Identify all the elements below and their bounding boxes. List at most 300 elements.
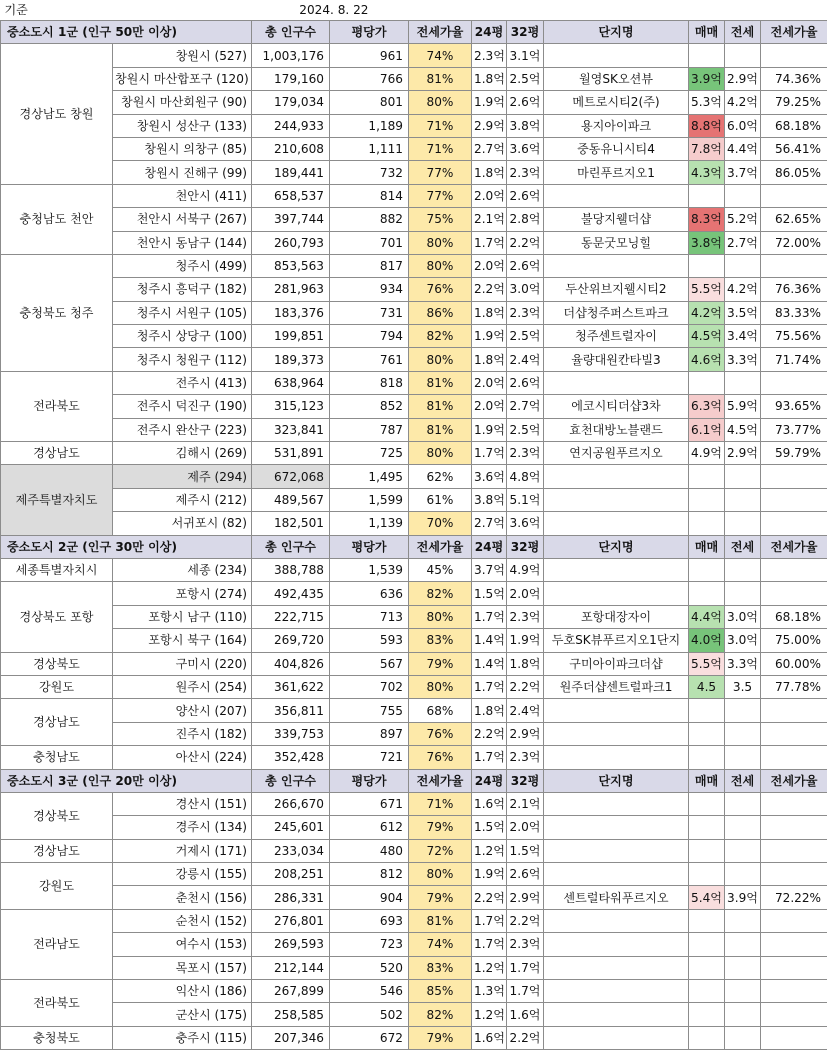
- region-cell[interactable]: 충청남도: [1, 746, 113, 769]
- population-cell[interactable]: 258,585: [252, 1003, 330, 1026]
- complex-ratio-cell[interactable]: 75.56%: [761, 325, 827, 348]
- sale-cell[interactable]: [689, 956, 725, 979]
- population-cell[interactable]: 266,670: [252, 792, 330, 815]
- population-cell[interactable]: 199,851: [252, 325, 330, 348]
- complex-cell[interactable]: [544, 699, 689, 722]
- price-32-cell[interactable]: 1.6억: [507, 1003, 544, 1026]
- price-cell[interactable]: 567: [330, 652, 409, 675]
- complex-cell[interactable]: [544, 909, 689, 932]
- complex-cell[interactable]: 마린푸르지오1: [544, 161, 689, 184]
- price-cell[interactable]: 761: [330, 348, 409, 371]
- price-24-cell[interactable]: 2.2억: [472, 722, 507, 745]
- jeonse-ratio-cell[interactable]: 82%: [409, 582, 472, 605]
- sale-cell[interactable]: [689, 254, 725, 277]
- price-cell[interactable]: 1,599: [330, 488, 409, 511]
- population-cell[interactable]: 638,964: [252, 371, 330, 394]
- complex-ratio-cell[interactable]: [761, 1026, 827, 1049]
- city-cell[interactable]: 청주시 (499): [113, 254, 252, 277]
- complex-cell[interactable]: 더샵청주퍼스트파크: [544, 301, 689, 324]
- city-cell[interactable]: 진주시 (182): [113, 722, 252, 745]
- complex-ratio-cell[interactable]: [761, 371, 827, 394]
- region-cell[interactable]: 경상북도: [1, 652, 113, 675]
- population-cell[interactable]: 269,593: [252, 933, 330, 956]
- jeonse-cell[interactable]: 2.7억: [725, 231, 761, 254]
- price-cell[interactable]: 721: [330, 746, 409, 769]
- region-cell[interactable]: 경상남도: [1, 839, 113, 862]
- population-cell[interactable]: 207,346: [252, 1026, 330, 1049]
- complex-cell[interactable]: 월영SK오션뷰: [544, 67, 689, 90]
- jeonse-cell[interactable]: [725, 933, 761, 956]
- price-24-cell[interactable]: 1.2억: [472, 1003, 507, 1026]
- sale-cell[interactable]: 4.0억: [689, 629, 725, 652]
- jeonse-ratio-cell[interactable]: 76%: [409, 722, 472, 745]
- price-24-cell[interactable]: 2.7억: [472, 512, 507, 535]
- sale-cell[interactable]: [689, 839, 725, 862]
- population-cell[interactable]: 189,373: [252, 348, 330, 371]
- sale-cell[interactable]: 3.9억: [689, 67, 725, 90]
- complex-ratio-cell[interactable]: 74.36%: [761, 67, 827, 90]
- price-24-cell[interactable]: 1.6억: [472, 1026, 507, 1049]
- complex-cell[interactable]: [544, 558, 689, 581]
- price-24-cell[interactable]: 1.7억: [472, 933, 507, 956]
- sale-cell[interactable]: 4.6억: [689, 348, 725, 371]
- complex-ratio-cell[interactable]: [761, 909, 827, 932]
- price-cell[interactable]: 723: [330, 933, 409, 956]
- price-24-cell[interactable]: 1.4억: [472, 652, 507, 675]
- price-cell[interactable]: 671: [330, 792, 409, 815]
- population-cell[interactable]: 179,160: [252, 67, 330, 90]
- population-cell[interactable]: 244,933: [252, 114, 330, 137]
- city-cell[interactable]: 충주시 (115): [113, 1026, 252, 1049]
- population-cell[interactable]: 339,753: [252, 722, 330, 745]
- price-32-cell[interactable]: 2.9억: [507, 886, 544, 909]
- city-cell[interactable]: 청주시 청원구 (112): [113, 348, 252, 371]
- population-cell[interactable]: 356,811: [252, 699, 330, 722]
- complex-cell[interactable]: 불당지웰더샵: [544, 208, 689, 231]
- complex-ratio-cell[interactable]: [761, 722, 827, 745]
- population-cell[interactable]: 315,123: [252, 395, 330, 418]
- sale-cell[interactable]: [689, 816, 725, 839]
- sale-cell[interactable]: [689, 582, 725, 605]
- population-cell[interactable]: 233,034: [252, 839, 330, 862]
- population-cell[interactable]: 208,251: [252, 863, 330, 886]
- complex-ratio-cell[interactable]: 76.36%: [761, 278, 827, 301]
- price-24-cell[interactable]: 2.9억: [472, 114, 507, 137]
- population-cell[interactable]: 269,720: [252, 629, 330, 652]
- price-24-cell[interactable]: 2.0억: [472, 254, 507, 277]
- city-cell[interactable]: 익산시 (186): [113, 980, 252, 1003]
- price-cell[interactable]: 755: [330, 699, 409, 722]
- population-cell[interactable]: 1,003,176: [252, 44, 330, 67]
- price-cell[interactable]: 934: [330, 278, 409, 301]
- jeonse-cell[interactable]: 3.0억: [725, 629, 761, 652]
- price-24-cell[interactable]: 1.4억: [472, 629, 507, 652]
- jeonse-ratio-cell[interactable]: 79%: [409, 816, 472, 839]
- price-cell[interactable]: 731: [330, 301, 409, 324]
- city-cell[interactable]: 창원시 마산합포구 (120): [113, 67, 252, 90]
- jeonse-cell[interactable]: [725, 371, 761, 394]
- price-cell[interactable]: 502: [330, 1003, 409, 1026]
- price-32-cell[interactable]: 3.6억: [507, 512, 544, 535]
- price-32-cell[interactable]: 2.5억: [507, 67, 544, 90]
- city-cell[interactable]: 춘천시 (156): [113, 886, 252, 909]
- price-cell[interactable]: 701: [330, 231, 409, 254]
- sale-cell[interactable]: [689, 558, 725, 581]
- price-cell[interactable]: 702: [330, 675, 409, 698]
- price-cell[interactable]: 882: [330, 208, 409, 231]
- price-24-cell[interactable]: 1.8억: [472, 67, 507, 90]
- population-cell[interactable]: 397,744: [252, 208, 330, 231]
- complex-cell[interactable]: [544, 465, 689, 488]
- price-32-cell[interactable]: 2.2억: [507, 1026, 544, 1049]
- sale-cell[interactable]: [689, 512, 725, 535]
- city-cell[interactable]: 군산시 (175): [113, 1003, 252, 1026]
- complex-cell[interactable]: [544, 746, 689, 769]
- jeonse-cell[interactable]: 3.0억: [725, 605, 761, 628]
- price-24-cell[interactable]: 1.9억: [472, 325, 507, 348]
- price-cell[interactable]: 1,111: [330, 137, 409, 160]
- complex-ratio-cell[interactable]: [761, 956, 827, 979]
- price-cell[interactable]: 520: [330, 956, 409, 979]
- price-cell[interactable]: 814: [330, 184, 409, 207]
- population-cell[interactable]: 388,788: [252, 558, 330, 581]
- price-cell[interactable]: 693: [330, 909, 409, 932]
- complex-cell[interactable]: [544, 792, 689, 815]
- jeonse-ratio-cell[interactable]: 83%: [409, 629, 472, 652]
- sale-cell[interactable]: 5.3억: [689, 91, 725, 114]
- jeonse-cell[interactable]: 3.3억: [725, 652, 761, 675]
- price-24-cell[interactable]: 1.7억: [472, 746, 507, 769]
- price-24-cell[interactable]: 2.2억: [472, 278, 507, 301]
- complex-cell[interactable]: 용지아이파크: [544, 114, 689, 137]
- region-cell[interactable]: 경상남도: [1, 442, 113, 465]
- jeonse-ratio-cell[interactable]: 81%: [409, 909, 472, 932]
- jeonse-cell[interactable]: [725, 980, 761, 1003]
- price-cell[interactable]: 636: [330, 582, 409, 605]
- complex-ratio-cell[interactable]: [761, 863, 827, 886]
- price-cell[interactable]: 672: [330, 1026, 409, 1049]
- price-32-cell[interactable]: 2.3억: [507, 933, 544, 956]
- price-32-cell[interactable]: 2.6억: [507, 184, 544, 207]
- jeonse-cell[interactable]: [725, 582, 761, 605]
- jeonse-ratio-cell[interactable]: 77%: [409, 184, 472, 207]
- price-32-cell[interactable]: 2.5억: [507, 418, 544, 441]
- complex-ratio-cell[interactable]: 75.00%: [761, 629, 827, 652]
- price-24-cell[interactable]: 1.8억: [472, 699, 507, 722]
- complex-cell[interactable]: 센트럴타워푸르지오: [544, 886, 689, 909]
- region-cell[interactable]: 전라남도: [1, 909, 113, 979]
- jeonse-ratio-cell[interactable]: 81%: [409, 67, 472, 90]
- complex-cell[interactable]: 연지공원푸르지오: [544, 442, 689, 465]
- price-32-cell[interactable]: 3.0억: [507, 278, 544, 301]
- price-32-cell[interactable]: 2.3억: [507, 746, 544, 769]
- complex-ratio-cell[interactable]: [761, 254, 827, 277]
- complex-ratio-cell[interactable]: [761, 699, 827, 722]
- jeonse-ratio-cell[interactable]: 83%: [409, 956, 472, 979]
- jeonse-ratio-cell[interactable]: 61%: [409, 488, 472, 511]
- jeonse-cell[interactable]: [725, 746, 761, 769]
- price-24-cell[interactable]: 1.2억: [472, 956, 507, 979]
- city-cell[interactable]: 창원시 의창구 (85): [113, 137, 252, 160]
- jeonse-cell[interactable]: 3.3억: [725, 348, 761, 371]
- population-cell[interactable]: 183,376: [252, 301, 330, 324]
- price-cell[interactable]: 1,189: [330, 114, 409, 137]
- price-32-cell[interactable]: 2.3억: [507, 605, 544, 628]
- sale-cell[interactable]: [689, 465, 725, 488]
- complex-cell[interactable]: [544, 582, 689, 605]
- price-24-cell[interactable]: 2.1억: [472, 208, 507, 231]
- complex-ratio-cell[interactable]: [761, 488, 827, 511]
- jeonse-ratio-cell[interactable]: 70%: [409, 512, 472, 535]
- population-cell[interactable]: 489,567: [252, 488, 330, 511]
- complex-ratio-cell[interactable]: 62.65%: [761, 208, 827, 231]
- jeonse-cell[interactable]: [725, 512, 761, 535]
- region-cell[interactable]: 충청남도 천안: [1, 184, 113, 254]
- price-32-cell[interactable]: 1.5억: [507, 839, 544, 862]
- complex-ratio-cell[interactable]: [761, 980, 827, 1003]
- region-cell[interactable]: 경상남도: [1, 699, 113, 746]
- complex-ratio-cell[interactable]: [761, 184, 827, 207]
- city-cell[interactable]: 창원시 (527): [113, 44, 252, 67]
- jeonse-cell[interactable]: 5.2억: [725, 208, 761, 231]
- city-cell[interactable]: 양산시 (207): [113, 699, 252, 722]
- jeonse-ratio-cell[interactable]: 81%: [409, 371, 472, 394]
- complex-cell[interactable]: 구미아이파크더샵: [544, 652, 689, 675]
- complex-ratio-cell[interactable]: 72.22%: [761, 886, 827, 909]
- population-cell[interactable]: 210,608: [252, 137, 330, 160]
- city-cell[interactable]: 김해시 (269): [113, 442, 252, 465]
- population-cell[interactable]: 492,435: [252, 582, 330, 605]
- sale-cell[interactable]: [689, 371, 725, 394]
- jeonse-ratio-cell[interactable]: 80%: [409, 254, 472, 277]
- complex-ratio-cell[interactable]: 86.05%: [761, 161, 827, 184]
- sale-cell[interactable]: [689, 44, 725, 67]
- sale-cell[interactable]: 4.9억: [689, 442, 725, 465]
- complex-cell[interactable]: 청주센트럴자이: [544, 325, 689, 348]
- price-cell[interactable]: 593: [330, 629, 409, 652]
- jeonse-cell[interactable]: [725, 792, 761, 815]
- jeonse-cell[interactable]: 3.7억: [725, 161, 761, 184]
- sale-cell[interactable]: 6.3억: [689, 395, 725, 418]
- price-32-cell[interactable]: 2.1억: [507, 792, 544, 815]
- population-cell[interactable]: 222,715: [252, 605, 330, 628]
- complex-ratio-cell[interactable]: [761, 816, 827, 839]
- city-cell[interactable]: 전주시 덕진구 (190): [113, 395, 252, 418]
- complex-ratio-cell[interactable]: 93.65%: [761, 395, 827, 418]
- jeonse-cell[interactable]: [725, 722, 761, 745]
- complex-cell[interactable]: [544, 512, 689, 535]
- population-cell[interactable]: 245,601: [252, 816, 330, 839]
- price-32-cell[interactable]: 1.7억: [507, 980, 544, 1003]
- jeonse-ratio-cell[interactable]: 62%: [409, 465, 472, 488]
- city-cell[interactable]: 아산시 (224): [113, 746, 252, 769]
- population-cell[interactable]: 189,441: [252, 161, 330, 184]
- price-32-cell[interactable]: 2.3억: [507, 301, 544, 324]
- sale-cell[interactable]: [689, 909, 725, 932]
- jeonse-cell[interactable]: [725, 956, 761, 979]
- jeonse-ratio-cell[interactable]: 45%: [409, 558, 472, 581]
- jeonse-cell[interactable]: 2.9억: [725, 442, 761, 465]
- complex-ratio-cell[interactable]: [761, 1003, 827, 1026]
- jeonse-cell[interactable]: [725, 1003, 761, 1026]
- price-24-cell[interactable]: 2.0억: [472, 184, 507, 207]
- price-32-cell[interactable]: 3.8억: [507, 114, 544, 137]
- price-cell[interactable]: 725: [330, 442, 409, 465]
- city-cell[interactable]: 구미시 (220): [113, 652, 252, 675]
- price-24-cell[interactable]: 1.6억: [472, 792, 507, 815]
- sale-cell[interactable]: [689, 863, 725, 886]
- sale-cell[interactable]: [689, 488, 725, 511]
- price-32-cell[interactable]: 1.8억: [507, 652, 544, 675]
- complex-cell[interactable]: 동문굿모닝힐: [544, 231, 689, 254]
- price-cell[interactable]: 787: [330, 418, 409, 441]
- sale-cell[interactable]: 4.3억: [689, 161, 725, 184]
- price-32-cell[interactable]: 1.7억: [507, 956, 544, 979]
- jeonse-cell[interactable]: 4.2억: [725, 91, 761, 114]
- population-cell[interactable]: 352,428: [252, 746, 330, 769]
- price-32-cell[interactable]: 2.6억: [507, 254, 544, 277]
- price-24-cell[interactable]: 3.7억: [472, 558, 507, 581]
- price-24-cell[interactable]: 1.7억: [472, 442, 507, 465]
- sale-cell[interactable]: [689, 1003, 725, 1026]
- price-24-cell[interactable]: 1.8억: [472, 161, 507, 184]
- city-cell[interactable]: 세종 (234): [113, 558, 252, 581]
- city-cell[interactable]: 포항시 (274): [113, 582, 252, 605]
- complex-cell[interactable]: 포항대장자이: [544, 605, 689, 628]
- region-cell[interactable]: 충청북도: [1, 1026, 113, 1049]
- jeonse-cell[interactable]: 3.5억: [725, 301, 761, 324]
- price-24-cell[interactable]: 1.8억: [472, 301, 507, 324]
- complex-cell[interactable]: [544, 254, 689, 277]
- price-24-cell[interactable]: 1.9억: [472, 418, 507, 441]
- population-cell[interactable]: 531,891: [252, 442, 330, 465]
- city-cell[interactable]: 천안시 동남구 (144): [113, 231, 252, 254]
- complex-cell[interactable]: [544, 933, 689, 956]
- complex-cell[interactable]: 메트로시티2(주): [544, 91, 689, 114]
- jeonse-ratio-cell[interactable]: 77%: [409, 161, 472, 184]
- complex-ratio-cell[interactable]: 68.18%: [761, 114, 827, 137]
- price-32-cell[interactable]: 3.1억: [507, 44, 544, 67]
- price-cell[interactable]: 732: [330, 161, 409, 184]
- price-32-cell[interactable]: 2.5억: [507, 325, 544, 348]
- price-32-cell[interactable]: 2.6억: [507, 371, 544, 394]
- city-cell[interactable]: 포항시 남구 (110): [113, 605, 252, 628]
- sale-cell[interactable]: 7.8억: [689, 137, 725, 160]
- complex-ratio-cell[interactable]: [761, 839, 827, 862]
- jeonse-ratio-cell[interactable]: 80%: [409, 863, 472, 886]
- region-cell[interactable]: 경상북도: [1, 792, 113, 839]
- sale-cell[interactable]: [689, 722, 725, 745]
- sale-cell[interactable]: [689, 699, 725, 722]
- price-cell[interactable]: 961: [330, 44, 409, 67]
- sale-cell[interactable]: 4.5억: [689, 325, 725, 348]
- population-cell[interactable]: 286,331: [252, 886, 330, 909]
- population-cell[interactable]: 323,841: [252, 418, 330, 441]
- sale-cell[interactable]: [689, 1026, 725, 1049]
- jeonse-ratio-cell[interactable]: 80%: [409, 675, 472, 698]
- price-32-cell[interactable]: 5.1억: [507, 488, 544, 511]
- complex-ratio-cell[interactable]: 71.74%: [761, 348, 827, 371]
- sale-cell[interactable]: 4.5: [689, 675, 725, 698]
- price-32-cell[interactable]: 2.4억: [507, 699, 544, 722]
- jeonse-cell[interactable]: 6.0억: [725, 114, 761, 137]
- complex-ratio-cell[interactable]: 79.25%: [761, 91, 827, 114]
- complex-cell[interactable]: [544, 1003, 689, 1026]
- price-32-cell[interactable]: 2.3억: [507, 442, 544, 465]
- jeonse-ratio-cell[interactable]: 76%: [409, 746, 472, 769]
- population-cell[interactable]: 276,801: [252, 909, 330, 932]
- sale-cell[interactable]: 6.1억: [689, 418, 725, 441]
- price-24-cell[interactable]: 1.5억: [472, 816, 507, 839]
- sale-cell[interactable]: [689, 746, 725, 769]
- complex-cell[interactable]: [544, 44, 689, 67]
- price-24-cell[interactable]: 2.0억: [472, 395, 507, 418]
- jeonse-ratio-cell[interactable]: 71%: [409, 137, 472, 160]
- jeonse-cell[interactable]: [725, 839, 761, 862]
- price-cell[interactable]: 766: [330, 67, 409, 90]
- population-cell[interactable]: 267,899: [252, 980, 330, 1003]
- price-24-cell[interactable]: 2.0억: [472, 371, 507, 394]
- city-cell[interactable]: 창원시 진해구 (99): [113, 161, 252, 184]
- city-cell[interactable]: 순천시 (152): [113, 909, 252, 932]
- complex-ratio-cell[interactable]: [761, 558, 827, 581]
- city-cell[interactable]: 제주시 (212): [113, 488, 252, 511]
- population-cell[interactable]: 361,622: [252, 675, 330, 698]
- price-24-cell[interactable]: 1.2억: [472, 839, 507, 862]
- complex-cell[interactable]: [544, 863, 689, 886]
- population-cell[interactable]: 853,563: [252, 254, 330, 277]
- complex-ratio-cell[interactable]: [761, 44, 827, 67]
- city-cell[interactable]: 원주시 (254): [113, 675, 252, 698]
- city-cell[interactable]: 거제시 (171): [113, 839, 252, 862]
- jeonse-cell[interactable]: [725, 816, 761, 839]
- jeonse-ratio-cell[interactable]: 80%: [409, 605, 472, 628]
- sale-cell[interactable]: [689, 933, 725, 956]
- complex-cell[interactable]: [544, 980, 689, 1003]
- price-24-cell[interactable]: 3.8억: [472, 488, 507, 511]
- jeonse-ratio-cell[interactable]: 80%: [409, 442, 472, 465]
- city-cell[interactable]: 서귀포시 (82): [113, 512, 252, 535]
- price-32-cell[interactable]: 2.9억: [507, 722, 544, 745]
- price-32-cell[interactable]: 4.8억: [507, 465, 544, 488]
- price-24-cell[interactable]: 3.6억: [472, 465, 507, 488]
- complex-cell[interactable]: [544, 371, 689, 394]
- region-cell[interactable]: 강원도: [1, 863, 113, 910]
- city-cell[interactable]: 포항시 북구 (164): [113, 629, 252, 652]
- city-cell[interactable]: 전주시 (413): [113, 371, 252, 394]
- price-cell[interactable]: 801: [330, 91, 409, 114]
- complex-ratio-cell[interactable]: 72.00%: [761, 231, 827, 254]
- population-cell[interactable]: 404,826: [252, 652, 330, 675]
- jeonse-ratio-cell[interactable]: 74%: [409, 933, 472, 956]
- jeonse-cell[interactable]: [725, 1026, 761, 1049]
- jeonse-cell[interactable]: [725, 699, 761, 722]
- jeonse-cell[interactable]: 4.2억: [725, 278, 761, 301]
- city-cell[interactable]: 천안시 서북구 (267): [113, 208, 252, 231]
- jeonse-ratio-cell[interactable]: 79%: [409, 886, 472, 909]
- complex-ratio-cell[interactable]: [761, 465, 827, 488]
- complex-ratio-cell[interactable]: [761, 746, 827, 769]
- price-cell[interactable]: 1,139: [330, 512, 409, 535]
- region-cell[interactable]: 강원도: [1, 675, 113, 698]
- city-cell[interactable]: 청주시 흥덕구 (182): [113, 278, 252, 301]
- complex-cell[interactable]: 율량대원칸타빌3: [544, 348, 689, 371]
- price-24-cell[interactable]: 1.7억: [472, 675, 507, 698]
- jeonse-ratio-cell[interactable]: 72%: [409, 839, 472, 862]
- price-24-cell[interactable]: 1.9억: [472, 863, 507, 886]
- region-cell[interactable]: 전라북도: [1, 980, 113, 1027]
- price-24-cell[interactable]: 2.3억: [472, 44, 507, 67]
